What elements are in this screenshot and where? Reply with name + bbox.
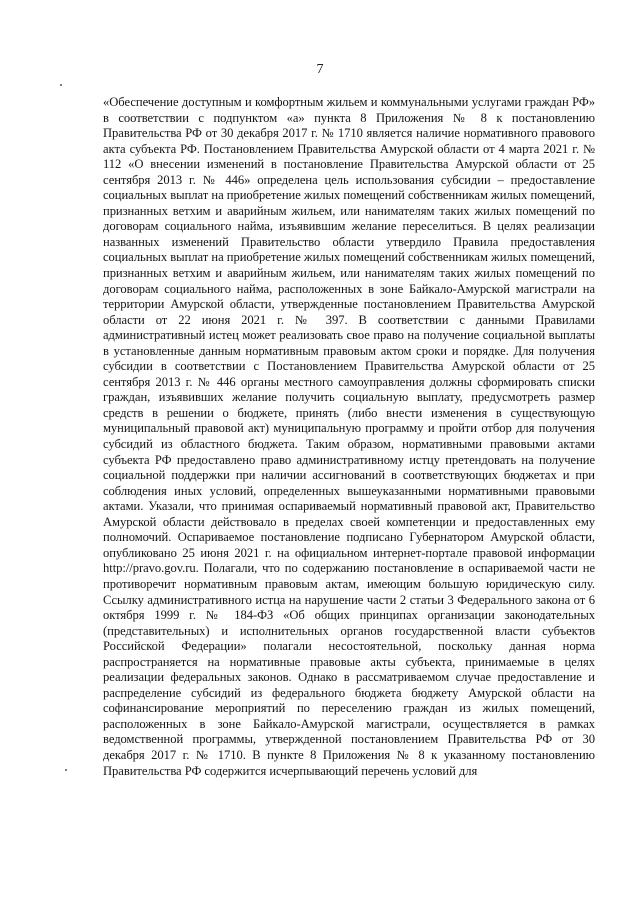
scan-artifact-dot <box>60 84 62 86</box>
body-paragraph: «Обеспечение доступным и комфортным жильем и коммунальными услугами граждан РФ» в соответствии с подпунктом «а» пункта 8 Приложения № 8 к постановлению Правительства РФ от 30 декабря 2017 г. № 1710 является наличие нормативного правового акта субъекта РФ. Постановлением Правительства Амурской области от 4 марта 2021 г. № 112 «О внесении изменений в постановление Правительства Амурской области от 25 сентября 2013 г. № 446» определена цель использования субсидии – предоставление социальных выплат на приобретение жилых помещений собственникам жилых помещений, признанных ветхим и аварийным жильем, или нанимателям таких жилых помещений по договорам социального найма, изъявившим желание переселиться. В целях реализации названных изменений Правительство области утвердило Правила предоставления социальных выплат на приобретение жилых помещений собственникам жилых помещений, признанных ветхим и аварийным жильем, или нанимателям таких жилых помещений по договорам социального найма, расположенных в зоне Байкало-Амурской магистрали на территории Амурской области, утвержденные постановлением Правительства Амурской области от 22 июня 2021 г. № 397. В соответствии с данными Правилами административный истец может реализовать свое право на получение социальной выплаты в установленные данным нормативным правовым актом сроки и порядке. Для получения субсидии в соответствии с Постановлением Правительства Амурской области от 25 сентября 2013 г. № 446 органы местного самоуправления должны сформировать списки граждан, изъявивших желание получить социальную выплату, предусмотреть размер средств в решении о бюджете, принять (либо внести изменения в существующую муниципальный правовой акт) муниципальную программу и пройти отбор для получения субсидий из областного бюджета. Таким образом, нормативными правовыми актами субъекта РФ предоставлено право административному истцу претендовать на получение социальной поддержки при наличии ассигнований в соответствующих бюджетах и при соблюдения иных условий, определенных вышеуказанными нормативными правовыми актами. Указали, что принимая оспариваемый нормативный правовой акт, Правительство Амурской области действовало в пределах своей компетенции и предоставленных ему полномочий. Оспариваемое постановление подписано Губернатором Амурской области, опубликовано 25 июня 2021 г. на официальном интернет-портале правовой информации http://pravo.gov.ru. Полагали, что по содержанию постановление в оспариваемой части не противоречит нормативным правовым актам, имеющим большую юридическую силу. Ссылку административного истца на нарушение части 2 статьи 3 Федерального закона от 6 октября 1999 г. № 184-ФЗ «Об общих принципах организации законодательных (представительных) и исполнительных органов государственной власти субъектов Российской Федерации» полагали несостоятельной, поскольку данная норма распространяется на нормативные правовые акты субъекта, принимаемые в целях реализации федеральных законов. Однако в рассматриваемом случае предоставление и распределение субсидий из федерального бюджета бюджету Амурской области на софинансирование мероприятий по переселению граждан из жилых помещений, расположенных в зоне Байкало-Амурской магистрали, осуществляется в рамках ведомственной программы, утвержденной постановлением Правительства РФ от 30 декабря 2017 г. № 1710. В пункте 8 Приложения № 8 к указанному постановлению Правительства РФ содержится исчерпывающий перечень условий для <box>103 95 595 778</box>
page-number: 7 <box>316 62 324 77</box>
scan-artifact-dot <box>65 769 67 771</box>
